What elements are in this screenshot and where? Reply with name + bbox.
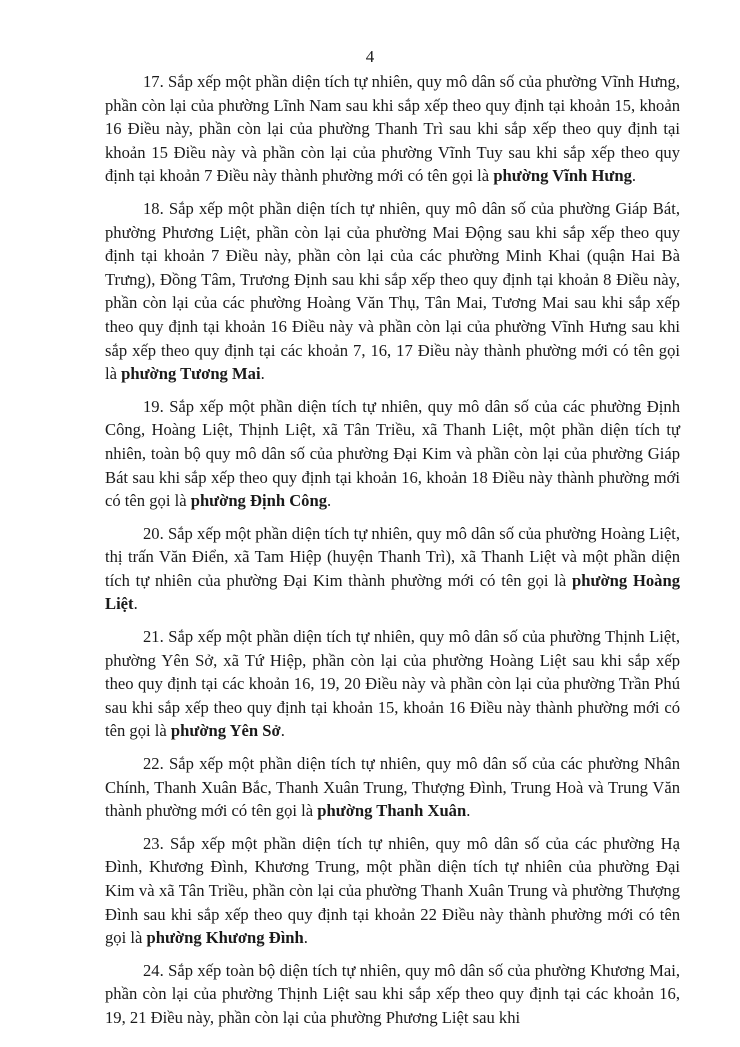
clause-end: . bbox=[466, 801, 471, 821]
clause-end: . bbox=[303, 928, 308, 948]
clause-end: . bbox=[260, 364, 265, 384]
clause-end: . bbox=[133, 594, 138, 614]
clause-text: 20. Sắp xếp một phần diện tích tự nhiên, quy mô dân số của phường Hoàng Liệt, thị trấn Văn Điển, xã Tam Hiệp (huyện Thanh Trì), xã Thanh Liệt và một phần diện tích tự nhiên của phường Đại Kim thành phường mới có tên gọi là bbox=[105, 523, 680, 590]
clause-text: 22. Sắp xếp một phần diện tích tự nhiên, quy mô dân số của các phường Nhân Chính, Thanh Xuân Bắc, Thanh Xuân Trung, Thượng Đình, Trung Hoà và Trung Văn thành phường mới có tên gọi là bbox=[105, 754, 680, 821]
clause-23 bbox=[105, 832, 680, 950]
new-ward-name: phường Tương Mai bbox=[121, 364, 261, 384]
new-ward-name: phường Định Công bbox=[190, 491, 328, 511]
clause-18 bbox=[105, 197, 680, 386]
clause-20 bbox=[105, 522, 680, 616]
clause-text: 19. Sắp xếp một phần diện tích tự nhiên, quy mô dân số của các phường Định Công, Hoàng Liệt, Thịnh Liệt, xã Tân Triều, xã Thanh Liệt, một phần diện tích tự nhiên, toàn bộ quy mô dân số của phường Đại Kim và phần còn lại của phường Giáp Bát sau khi sắp xếp theo quy định tại khoản 16, khoản 18 Điều này thành phường mới có tên gọi là bbox=[105, 396, 680, 511]
clause-text: 21. Sắp xếp một phần diện tích tự nhiên, quy mô dân số của phường Thịnh Liệt, phường Yên Sở, xã Tứ Hiệp, phần còn lại của phường Hoàng Liệt sau khi sắp xếp theo quy định tại các khoản 16, 19, 20 Điều này và phần còn lại của phường Trần Phú sau khi sắp xếp theo quy định tại khoản 15, khoản 16 Điều này thành phường mới có tên gọi là bbox=[105, 627, 680, 741]
new-ward-name: phường Vĩnh Hưng bbox=[493, 166, 632, 186]
clause-text: 23. Sắp xếp một phần diện tích tự nhiên, quy mô dân số của các phường Hạ Đình, Khương Đình, Khương Trung, một phần diện tích tự nhiên của phường Đại Kim và xã Tân Triều, phần còn lại của phường Thanh Xuân Trung và phường Thượng Đình sau khi sắp xếp theo quy định tại khoản 22 Điều này thành phường mới có tên gọi là bbox=[105, 833, 680, 948]
clause-24 bbox=[105, 959, 680, 1030]
page-number: 4 bbox=[365, 47, 375, 66]
new-ward-name: phường Yên Sở bbox=[170, 721, 281, 741]
clause-text: 24. Sắp xếp toàn bộ diện tích tự nhiên, quy mô dân số của phường Khương Mai, phần còn lại của phường Thịnh Liệt sau khi sắp xếp theo quy định tại các khoản 16, 19, 21 Điều này, phần còn lại của phường Phương Liệt sau khi bbox=[105, 960, 680, 1027]
clause-text: 17. Sắp xếp một phần diện tích tự nhiên, quy mô dân số của phường Vĩnh Hưng, phần còn lại của phường Lĩnh Nam sau khi sắp xếp theo quy định tại khoản 15, khoản 16 Điều này, phần còn lại của phường Thanh Trì sau khi sắp xếp theo quy định tại khoản 15 Điều này và phần còn lại của phường Vĩnh Tuy sau khi sắp xếp theo quy định tại khoản 7 Điều này thành phường mới có tên gọi là bbox=[105, 72, 680, 186]
new-ward-name: phường Thanh Xuân bbox=[317, 801, 467, 821]
clause-end: . bbox=[327, 491, 332, 511]
new-ward-name: phường Hoàng Liệt bbox=[105, 570, 680, 614]
clause-end: . bbox=[631, 166, 637, 186]
clause-17 bbox=[105, 70, 680, 188]
clause-text: 18. Sắp xếp một phần diện tích tự nhiên, quy mô dân số của phường Giáp Bát, phường Phương Liệt, phần còn lại của phường Mai Động sau khi sắp xếp theo quy định tại khoản 7 Điều này, phần còn lại của các phường Minh Khai (quận Hai Bà Trưng), Đồng Tâm, Trương Định sau khi sắp xếp theo quy định tại khoản 8 Điều này, phần còn lại của các phường Hoàng Văn Thụ, Tân Mai, Tương Mai sau khi sắp xếp theo quy định tại khoản 16 Điều này và phần còn lại của phường Vĩnh Hưng sau khi sắp xếp theo quy định tại các khoản 7, 16, 17 Điều này thành phường mới có tên gọi là bbox=[105, 198, 680, 384]
clause-21 bbox=[105, 625, 680, 743]
new-ward-name: phường Khương Đình bbox=[146, 928, 304, 948]
clause-19 bbox=[105, 395, 680, 513]
clause-end: . bbox=[280, 721, 285, 741]
document-body bbox=[105, 70, 680, 1039]
clause-22 bbox=[105, 752, 680, 823]
